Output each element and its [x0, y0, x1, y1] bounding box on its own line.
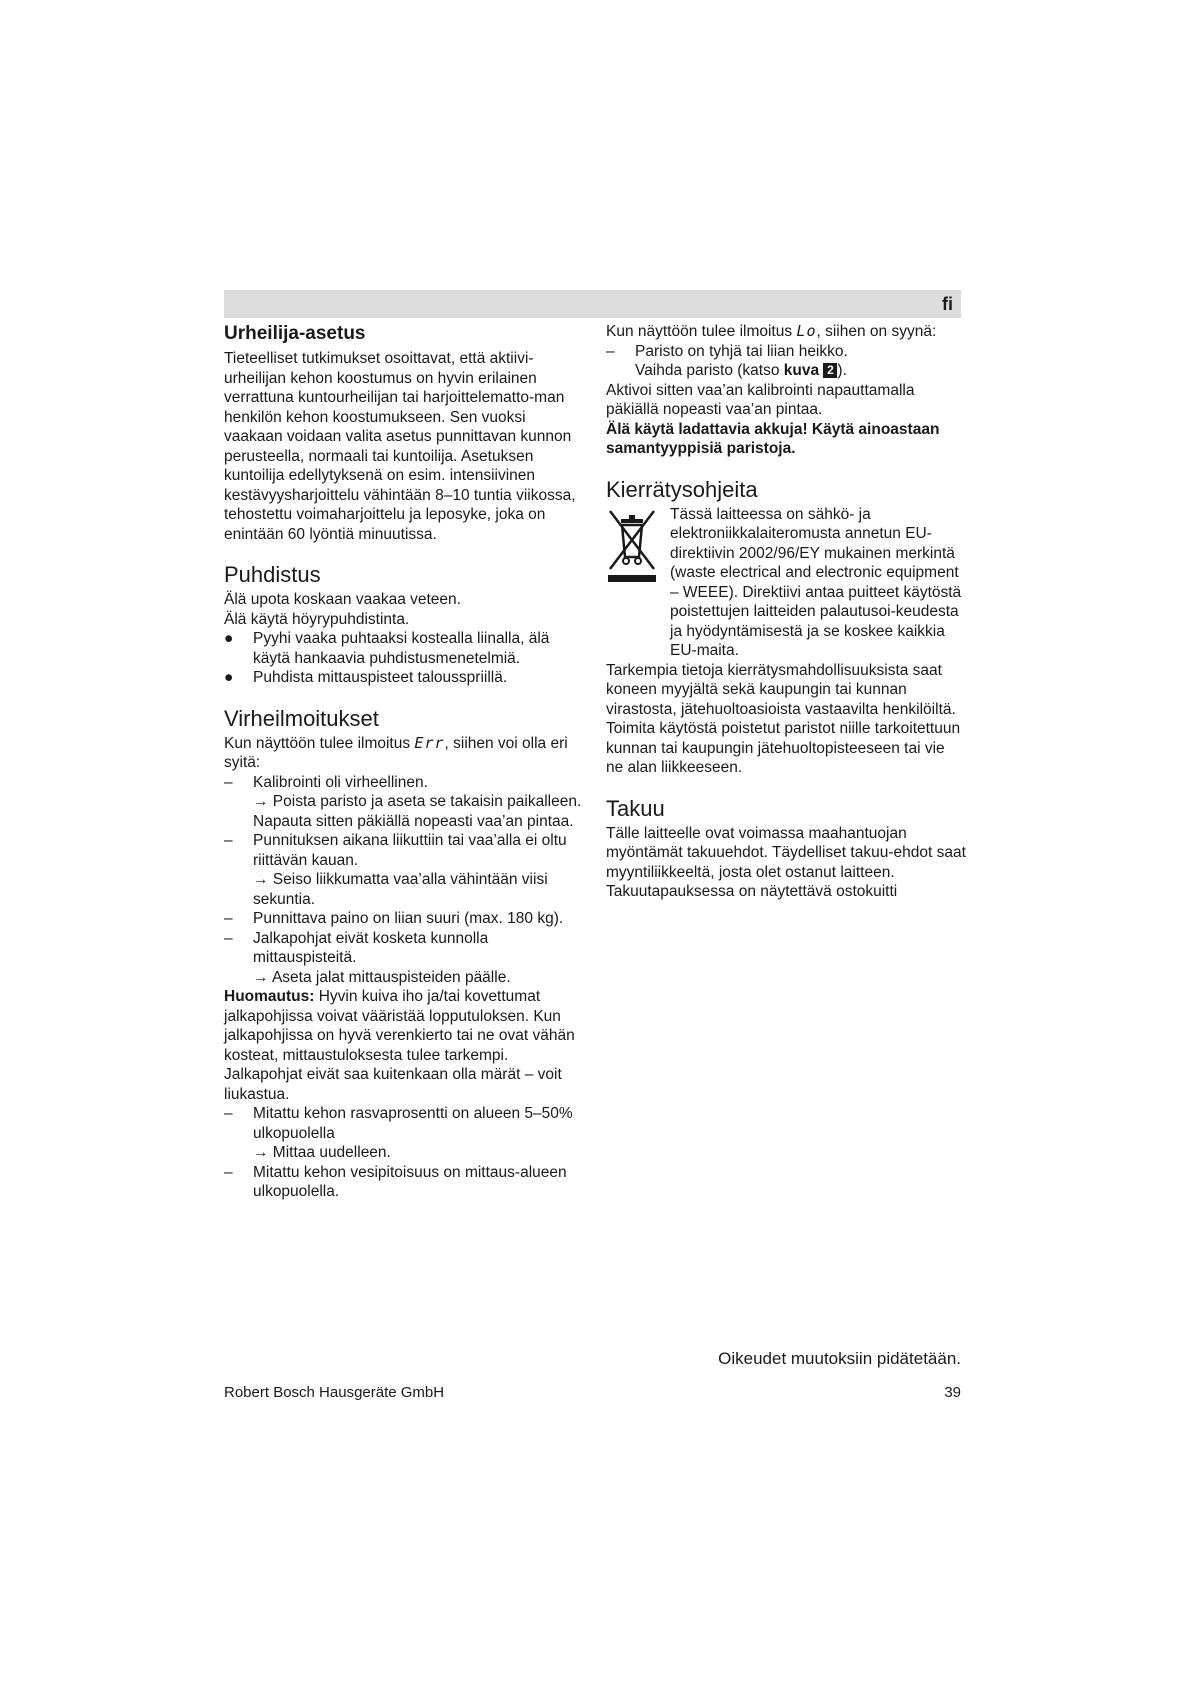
footer-company: Robert Bosch Hausgeräte GmbH — [224, 1384, 445, 1401]
page-number: 39 — [944, 1384, 961, 1401]
virhe-item-4: Jalkapohjat eivät kosketa kunnolla mittauspisteitä. — [253, 929, 489, 966]
note-text: Hyvin kuiva iho ja/tai kovettumat jalkapohjissa voivat vääristää lopputuloksen. Kun jalkapohjissa on hyvä verenkierto tai ne ovat vähän kosteat, mittaustuloksesta tulee tarkempi. Jalkapohjat eivät saa kuitenkaan olla märät – voit liukastua. — [224, 988, 575, 1103]
list-item — [224, 909, 584, 929]
bullet-icon: ● — [224, 630, 234, 647]
lo-item-1-fix — [635, 361, 966, 381]
lo-intro-b: , siihen on syynä: — [816, 323, 937, 340]
virhe-intro — [224, 734, 584, 773]
lo-text: Aktivoi sitten vaa’an kalibrointi napauttamalla päkiällä nopeasti vaa’an pintaa. — [606, 381, 915, 418]
rights-reserved: Oikeudet muutoksiin pidätetään. — [718, 1349, 961, 1368]
virhe-item-2: Punnituksen aikana liikuttiin tai vaa’alla ei oltu riittävän kauan. — [253, 832, 567, 869]
puhdistus-line-2: Älä käytä höyrypuhdistinta. — [224, 610, 410, 628]
language-bar — [224, 290, 961, 318]
list-item — [224, 831, 584, 909]
right-column — [606, 322, 966, 902]
lo-fix-b: ). — [837, 362, 847, 379]
dash-icon: – — [224, 910, 233, 927]
weee-text: Tässä laitteessa on sähkö- ja elektroniikkalaiteromusta annetun EU-direktiivin 2002/96/EY mukainen merkintä (waste electrical and electronic equipment – WEEE). Direktiivi antaa puitteet käytöstä poistettujen laitteiden palautusoi-keudesta ja hyödyntämisestä ja se koskee kaikkia EU-maita. — [670, 505, 962, 659]
puhdistus-bullet-1: Pyyhi vaaka puhtaaksi kostealla liinalla, älä käytä hankaavia puhdistusmenetelmiä. — [253, 630, 550, 667]
lo-item-1: Paristo on tyhjä tai liian heikko. — [635, 342, 848, 360]
heading-puhdistus: Puhdistus — [224, 562, 321, 587]
list-item — [224, 929, 584, 988]
list-item — [606, 342, 966, 381]
list-item — [224, 773, 584, 832]
dash-icon: – — [224, 1105, 233, 1122]
dash-icon: – — [606, 342, 615, 360]
dash-icon: – — [224, 929, 233, 947]
takuu-text: Tälle laitteelle ovat voimassa maahantuojan myöntämät takuuehdot. Täydelliset takuu-ehdot saat myyntiliikkeeltä, josta olet ostanut laitteen. Takuutapauksessa on näytettävä ostokuitti — [606, 824, 966, 900]
heading-kierratys: Kierrätysohjeita — [606, 476, 758, 502]
language-code: fi — [942, 294, 953, 314]
display-err-code: Err — [414, 733, 445, 752]
left-column — [224, 322, 584, 1202]
dash-icon: – — [224, 832, 233, 849]
dash-icon: – — [224, 773, 233, 791]
dash-icon: – — [224, 1163, 233, 1181]
kierratys-text-2: Toimita käytöstä poistetut paristot niille tarkoitettuun kunnan tai kaupungin jätehuoltopisteeseen tai vie ne alan liikkeeseen. — [606, 720, 961, 776]
virhe-intro-a: Kun näyttöön tulee ilmoitus — [224, 734, 415, 752]
lo-fix-a: Vaihda paristo (katso — [635, 362, 784, 379]
virhe-item-2-fix: → Seiso liikkumatta vaa’alla vähintään viisi sekuntia. — [253, 871, 548, 908]
lo-intro-a: Kun näyttöön tulee ilmoitus — [606, 323, 797, 340]
note-label: Huomautus: — [224, 988, 315, 1005]
list-item — [224, 668, 584, 688]
display-lo-code: Lo — [796, 322, 817, 340]
virhe-item-6: Mitattu kehon vesipitoisuus on mittaus-alueen ulkopuolella. — [253, 1163, 567, 1200]
battery-warning: Älä käytä ladattavia akkuja! Käytä ainoastaan samantyyppisiä paristoja. — [606, 420, 940, 457]
list-item — [224, 629, 584, 668]
figure-number-badge: 2 — [823, 363, 837, 378]
virhe-item-4-fix: → Aseta jalat mittauspisteiden päälle. — [253, 968, 511, 986]
heading-virheilmoitukset: Virheilmoitukset — [224, 705, 379, 731]
weee-block — [606, 505, 966, 661]
virhe-item-1-fix: → Poista paristo ja aseta se takaisin paikalleen. Napauta sitten päkiällä nopeasti vaa’an pintaa. — [253, 793, 582, 830]
list-item — [224, 1163, 584, 1202]
heading-urheilija: Urheilija-asetus — [224, 323, 366, 344]
virhe-item-5: Mitattu kehon rasvaprosentti on alueen 5–50% ulkopuolella — [253, 1105, 573, 1142]
bullet-icon: ● — [224, 669, 234, 686]
virhe-item-3: Punnittava paino on liian suuri (max. 180 kg). — [253, 910, 564, 927]
puhdistus-line-1: Älä upota koskaan vaakaa veteen. — [224, 591, 461, 608]
huomautus-note — [224, 987, 584, 1104]
virhe-item-1: Kalibrointi oli virheellinen. — [253, 773, 428, 791]
figure-ref-label: kuva — [783, 362, 820, 379]
heading-takuu: Takuu — [606, 795, 665, 821]
lo-intro — [606, 322, 966, 342]
crossed-out-wheelie-bin-icon — [606, 507, 658, 585]
virhe-item-5-fix: → Mittaa uudelleen. — [253, 1144, 391, 1161]
urheilija-text: Tieteelliset tutkimukset osoittavat, että aktiivi-urheilijan kehon koostumus on hyvin erilainen verrattuna kuntourheilijan tai harjoittelematto-man henkilön kehon koostumukseen. Sen vuoksi vaakaan voidaan valita asetus punnittavan kunnon perusteella, normaali tai kuntoilija. Asetuksen kuntoilija edellytyksenä on esim. intensiivinen kestävyysharjoittelu vähintään 8–10 tuntia viikossa, tehostettu voimaharjoittelu ja leposyke, joka on enintään 60 lyöntiä minuutissa. — [224, 350, 576, 543]
kierratys-text-1: Tarkempia tietoja kierrätysmahdollisuuksista saat koneen myyjältä sekä kaupungin tai kunnan virastosta, jätehuoltoasioista vastaavilta henkilöiltä. — [606, 661, 956, 718]
virhe-intro-b: , siihen voi olla eri syitä: — [224, 734, 568, 771]
list-item — [224, 1104, 584, 1163]
puhdistus-bullet-2: Puhdista mittauspisteet talousspriillä. — [253, 669, 508, 686]
